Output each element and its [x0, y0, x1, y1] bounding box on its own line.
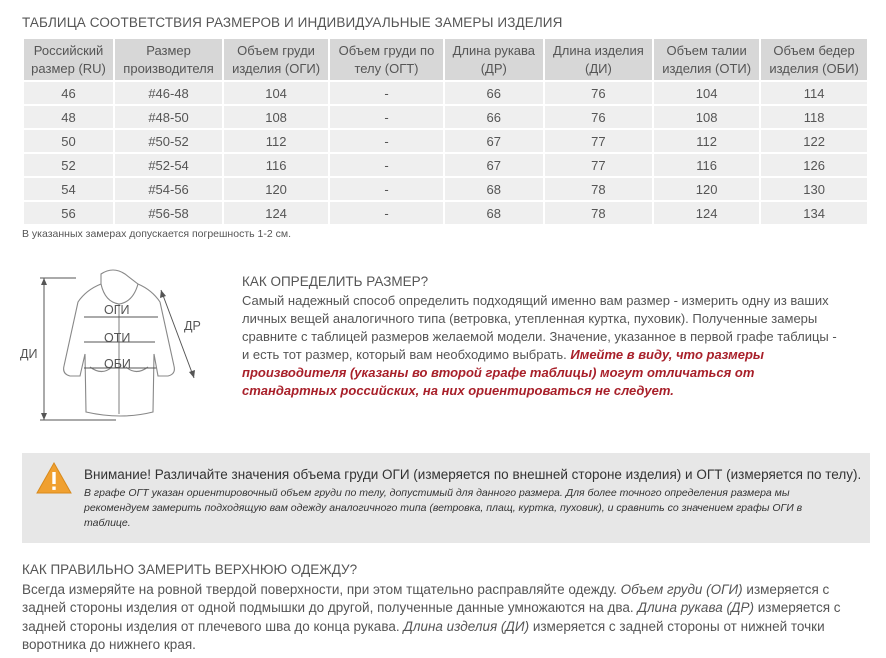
table-cell: 67 [445, 154, 543, 176]
table-cell: 112 [224, 130, 328, 152]
how-text: Самый надежный способ определить подходящий именно вам размер - измерить одну из ваших личных вещей аналогичного типа (ветровка, утепленная куртка, пуховик). Полученные замеры сравните с таблицей размеров желаемой модели. Значение, указанное в первой графе таблицы - и есть тот размер, который вам необходимо выбрать. [242, 293, 837, 362]
di-label: ДИ [20, 347, 38, 361]
measure-text-1: Всегда измеряйте на ровной твердой поверхности, при этом тщательно расправляйте одежду. [22, 581, 621, 597]
dr-label: ДР [184, 319, 201, 333]
table-cell: 78 [545, 178, 652, 200]
measure-term-di: Длина изделия (ДИ) [403, 618, 530, 634]
table-cell: 52 [24, 154, 113, 176]
col-header-obi: Объем бедер изделия (ОБИ) [761, 39, 867, 80]
measure-term-ogi: Объем груди (ОГИ) [620, 581, 743, 597]
how-emphasis: Имейте в виду, что размеры производителя (указаны во второй графе таблицы) могут отличаться от стандартных российских, на них ориентироваться не следует. [242, 347, 765, 398]
table-cell: 124 [224, 202, 328, 224]
table-cell: - [330, 178, 443, 200]
di-arrow-head-top [41, 278, 47, 285]
table-cell: 114 [761, 82, 867, 104]
table-cell: 104 [224, 82, 328, 104]
table-row [24, 178, 867, 200]
measure-text-4: измеряется с задней стороны от нижней точки воротника до нижнего края. [22, 618, 825, 652]
how-to-choose-section [242, 273, 842, 400]
table-cell: 68 [445, 202, 543, 224]
table-row [24, 106, 867, 128]
jacket-hood [101, 284, 138, 304]
dr-arrow-head-top [160, 290, 166, 298]
table-cell: 76 [545, 82, 652, 104]
table-cell: 108 [224, 106, 328, 128]
table-cell: #48-50 [115, 106, 222, 128]
col-header-di: Длина изделия (ДИ) [545, 39, 652, 80]
page-title: ТАБЛИЦА СООТВЕТСТВИЯ РАЗМЕРОВ И ИНДИВИДУАЛЬНЫЕ ЗАМЕРЫ ИЗДЕЛИЯ [22, 15, 563, 30]
table-cell: 54 [24, 178, 113, 200]
measure-term-dr: Длина рукава (ДР) [637, 600, 754, 615]
warning-box [22, 453, 870, 543]
col-header-ru-size: Российский размер (RU) [24, 39, 113, 80]
measure-heading: КАК ПРАВИЛЬНО ЗАМЕРИТЬ ВЕРХНЮЮ ОДЕЖДУ? [22, 562, 358, 577]
table-cell: #56-58 [115, 202, 222, 224]
table-cell: #50-52 [115, 130, 222, 152]
table-cell: #54-56 [115, 178, 222, 200]
jacket-measurement-diagram [18, 262, 218, 432]
table-cell: #46-48 [115, 82, 222, 104]
table-cell: - [330, 154, 443, 176]
table-cell: 116 [654, 154, 759, 176]
col-header-manufacturer-size: Размер производителя [115, 39, 222, 80]
table-cell: 46 [24, 82, 113, 104]
table-row [24, 82, 867, 104]
measure-text-3: измеряется с задней стороны изделия от плечевого шва до конца рукава. [22, 600, 841, 634]
table-cell: 67 [445, 130, 543, 152]
table-cell: #52-54 [115, 154, 222, 176]
table-cell: 120 [224, 178, 328, 200]
warning-title: Внимание! Различайте значения объема груди ОГИ (измеряется по внешней стороне изделия) и ОГТ (измеряется по телу). [84, 467, 862, 482]
size-table [22, 37, 869, 226]
dr-arrow-line [161, 290, 194, 378]
how-paragraph [242, 292, 842, 400]
how-heading: КАК ОПРЕДЕЛИТЬ РАЗМЕР? [242, 274, 429, 289]
table-cell: 108 [654, 106, 759, 128]
table-cell: 50 [24, 130, 113, 152]
ogi-label: ОГИ [104, 303, 130, 317]
col-header-ogt: Объем груди по телу (ОГТ) [330, 39, 443, 80]
table-cell: - [330, 130, 443, 152]
warning-text: В графе ОГТ указан ориентировочный объем груди по телу, допустимый для данного размера. Для более точного определения размера мы рекомендуем замерить подходящую вам одежду аналогичного типа (ветровка, плащ, куртка, пуховик), и сравнить со значением графы ОГИ в таблице. [84, 487, 803, 529]
table-cell: 116 [224, 154, 328, 176]
table-cell: 77 [545, 130, 652, 152]
table-cell: 124 [654, 202, 759, 224]
col-header-oti: Объем талии изделия (ОТИ) [654, 39, 759, 80]
table-cell: - [330, 106, 443, 128]
how-to-measure-section [22, 561, 872, 655]
table-cell: 66 [445, 106, 543, 128]
table-cell: 77 [545, 154, 652, 176]
table-cell: 130 [761, 178, 867, 200]
table-cell: 66 [445, 82, 543, 104]
table-cell: - [330, 82, 443, 104]
oti-label: ОТИ [104, 331, 131, 345]
table-cell: 76 [545, 106, 652, 128]
table-row [24, 154, 867, 176]
table-cell: 134 [761, 202, 867, 224]
di-arrow-head-bottom [41, 413, 47, 420]
col-header-dr: Длина рукава (ДР) [445, 39, 543, 80]
tolerance-note: В указанных замерах допускается погрешность 1-2 см. [22, 228, 291, 240]
col-header-ogi: Объем груди изделия (ОГИ) [224, 39, 328, 80]
table-cell: 126 [761, 154, 867, 176]
table-cell: 104 [654, 82, 759, 104]
warning-icon [36, 462, 72, 494]
table-cell: 122 [761, 130, 867, 152]
table-header-row [24, 39, 867, 80]
obi-label: ОБИ [104, 357, 131, 371]
table-cell: 118 [761, 106, 867, 128]
table-cell: 68 [445, 178, 543, 200]
table-cell: - [330, 202, 443, 224]
table-cell: 48 [24, 106, 113, 128]
table-cell: 120 [654, 178, 759, 200]
table-cell: 56 [24, 202, 113, 224]
measure-paragraph [22, 581, 872, 655]
table-row [24, 130, 867, 152]
table-row [24, 202, 867, 224]
table-cell: 112 [654, 130, 759, 152]
table-cell: 78 [545, 202, 652, 224]
measure-text-2: измеряется с задней стороны изделия от одной подмышки до другой, полученные данные умножаются на два. [22, 581, 830, 615]
dr-arrow-head-bottom [189, 370, 195, 378]
